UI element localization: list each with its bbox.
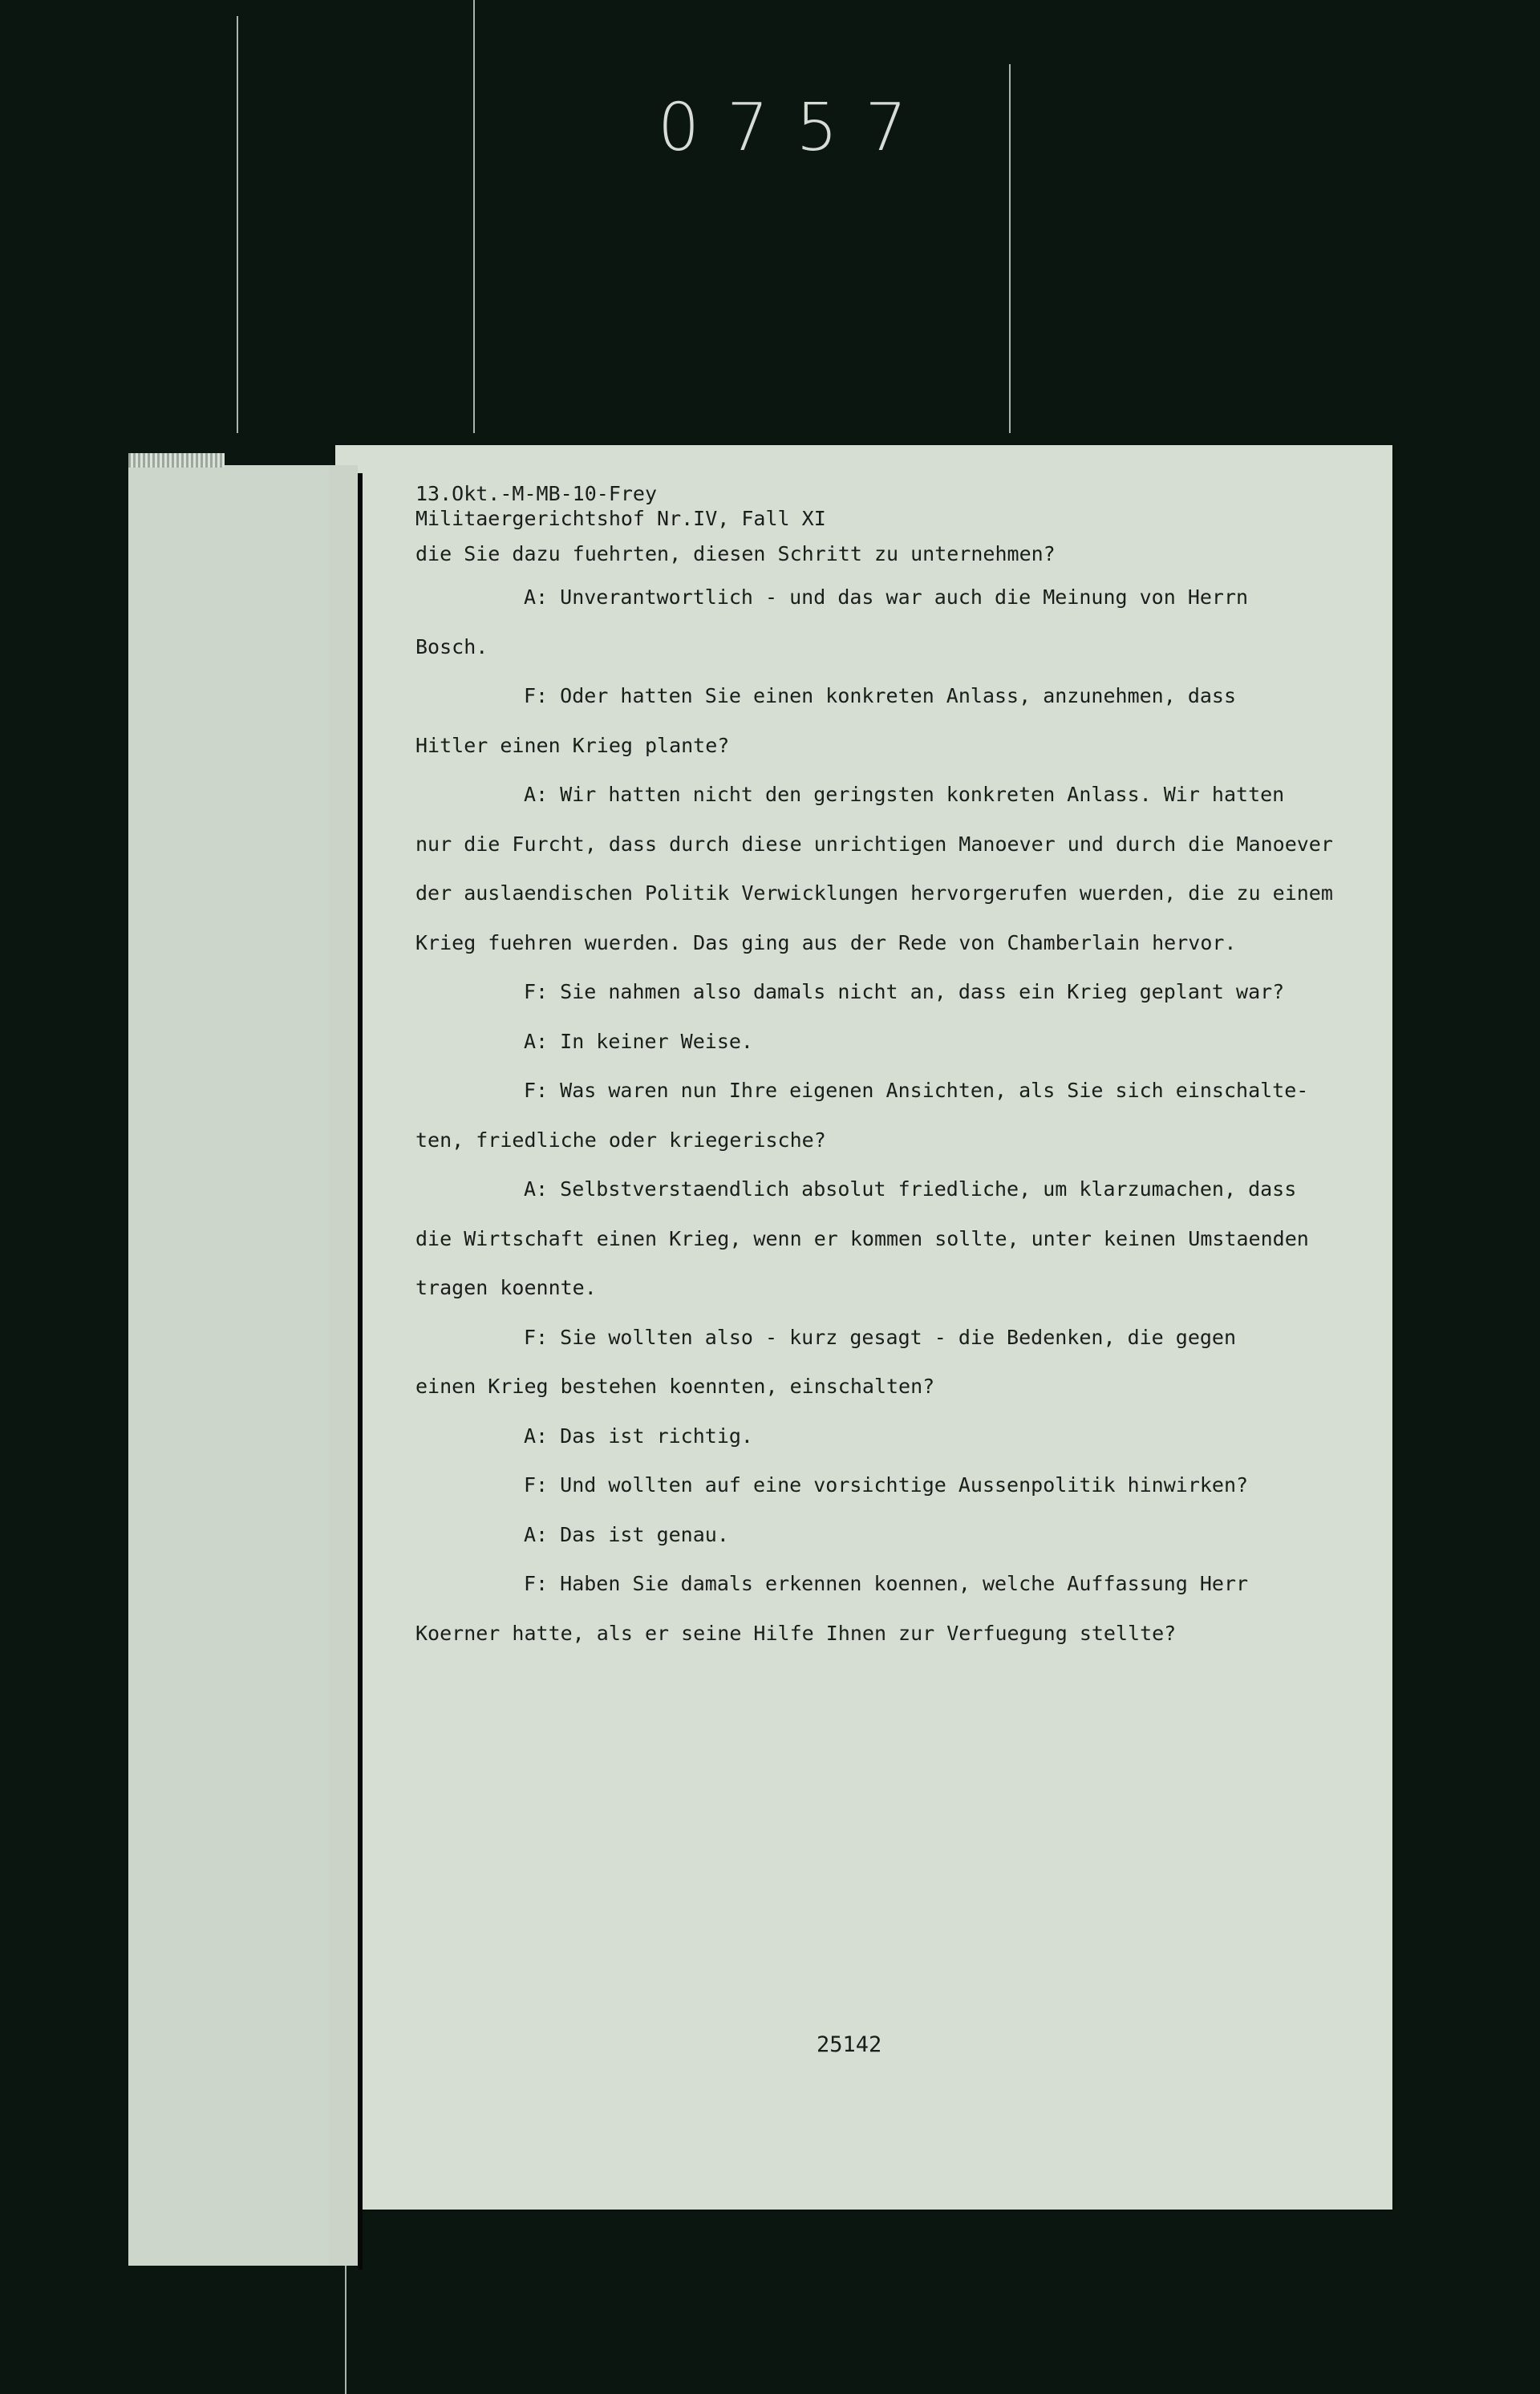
transcript-line: F: Haben Sie damals erkennen koennen, welche Auffassung Herr [524,1572,1249,1595]
frame-number: 0757 [658,90,934,166]
transcript-line: A: Das ist richtig. [524,1424,753,1448]
transcript-line: die Sie dazu fuehrten, diesen Schritt zu unternehmen? [415,542,1056,565]
film-scratch-line [237,16,238,433]
transcript-line: tragen koennte. [415,1276,597,1299]
transcript-line: F: Oder hatten Sie einen konkreten Anlass, anzunehmen, dass [524,684,1237,707]
transcript-line: die Wirtschaft einen Krieg, wenn er kommen sollte, unter keinen Umstaenden [415,1226,1309,1250]
transcript-line: einen Krieg bestehen koennten, einschalten? [415,1375,935,1398]
film-scratch-line [473,0,475,433]
transcript-line: A: Wir hatten nicht den geringsten konkreten Anlass. Wir hatten [524,783,1285,806]
transcript-line: Krieg fuehren wuerden. Das ging aus der Rede von Chamberlain hervor. [415,930,1237,954]
document-header-line: Militaergerichtshof Nr.IV, Fall XI [415,507,826,530]
transcript-line: A: Unverantwortlich - und das war auch die Meinung von Herrn [524,585,1249,609]
transcript-line: ten, friedliche oder kriegerische? [415,1128,826,1152]
binding-line [358,473,363,2270]
transcript-line: nur die Furcht, dass durch diese unrichtigen Manoever und durch die Manoever [415,832,1333,856]
transcript-line: F: Sie wollten also - kurz gesagt - die Bedenken, die gegen [524,1325,1237,1349]
page-number: 25142 [817,2032,882,2057]
transcript-line: A: Selbstverstaendlich absolut friedliche, um klarzumachen, dass [524,1177,1297,1201]
transcript-line: der auslaendischen Politik Verwicklungen hervorgerufen wuerden, die zu einem [415,881,1333,905]
transcript-line: F: Sie nahmen also damals nicht an, dass ein Krieg geplant war? [524,980,1285,1003]
transcript-line: Hitler einen Krieg plante? [415,733,730,757]
page-fold [329,465,358,2266]
transcript-line: A: Das ist genau. [524,1522,729,1546]
transcript-line: F: Was waren nun Ihre eigenen Ansichten, als Sie sich einschalte- [524,1079,1309,1102]
page-edge-texture [128,453,225,468]
document-text [415,481,1333,1658]
transcript-line: Bosch. [415,634,488,658]
transcript-line: Koerner hatte, als er seine Hilfe Ihnen zur Verfuegung stellte? [415,1621,1177,1645]
transcript-body [415,536,1333,1658]
adjacent-page-edge [128,465,329,2266]
transcript-line: F: Und wollten auf eine vorsichtige Aussenpolitik hinwirken? [524,1473,1249,1497]
film-scratch-line [1009,64,1011,433]
document-header-line: 13.Okt.-M-MB-10-Frey [415,482,658,505]
transcript-line: A: In keiner Weise. [524,1029,753,1053]
